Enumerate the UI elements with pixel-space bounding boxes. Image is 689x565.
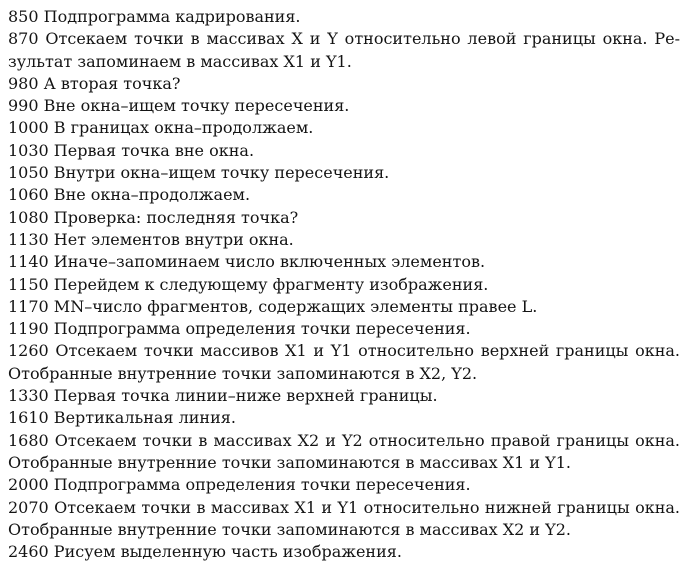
entry-line: 1130 Нет элементов внутри окна. xyxy=(8,229,294,249)
entry-line: 1080 Проверка: последняя точка? xyxy=(8,207,299,227)
entry-line: 1680 Отсекаем точки в массивах X2 и Y2 относительно правой границы окна. xyxy=(8,430,680,450)
entry-1170 xyxy=(8,296,680,318)
entry-1260 xyxy=(8,340,680,385)
entry-line: 1170 MN–число фрагментов, содержащих элементы правее L. xyxy=(8,296,538,316)
entry-line: 1050 Внутри окна–ищем точку пересечения. xyxy=(8,163,390,183)
entry-2070 xyxy=(8,497,680,542)
entry-line: 2070 Отсекаем точки в массивах X1 и Y1 относительно нижней границы окна. xyxy=(8,497,680,517)
entry-1080 xyxy=(8,207,680,229)
entry-1000 xyxy=(8,117,680,139)
entry-1050 xyxy=(8,162,680,184)
entry-990 xyxy=(8,95,680,117)
entry-line: 1140 Иначе–запоминаем число включенных элементов. xyxy=(8,252,486,272)
entry-line-continued: зультат запоминаем в массивах X1 и Y1. xyxy=(8,51,352,71)
entry-line: 1150 Перейдем к следующему фрагменту изображения. xyxy=(8,274,489,294)
entry-850 xyxy=(8,6,680,28)
entry-1030 xyxy=(8,140,680,162)
entry-1610 xyxy=(8,407,680,429)
entry-line: 870 Отсекаем точки в массивах X и Y относительно левой границы окна. Ре- xyxy=(8,29,680,49)
entry-line: 1060 Вне окна–продолжаем. xyxy=(8,185,251,205)
entry-2000 xyxy=(8,474,680,496)
entry-1190 xyxy=(8,318,680,340)
entry-line: 1330 Первая точка линии–ниже верхней границы. xyxy=(8,386,438,406)
entry-line: 850 Подпрограмма кадрирования. xyxy=(8,7,301,26)
entry-1140 xyxy=(8,251,680,273)
entry-line-continued: Отобранные внутренние точки запоминаются в X2, Y2. xyxy=(8,363,478,383)
entry-870 xyxy=(8,28,680,73)
entry-line-continued: Отобранные внутренние точки запоминаются в массивах X2 и Y2. xyxy=(8,519,571,539)
entry-1060 xyxy=(8,184,680,206)
entry-1330 xyxy=(8,385,680,407)
entry-1150 xyxy=(8,274,680,296)
entry-980 xyxy=(8,73,680,95)
entry-1680 xyxy=(8,430,680,475)
document-page xyxy=(8,6,680,563)
entry-line: 990 Вне окна–ищем точку пересечения. xyxy=(8,96,350,116)
entry-line: 1610 Вертикальная линия. xyxy=(8,408,236,428)
entry-line: 2000 Подпрограмма определения точки пересечения. xyxy=(8,475,471,495)
entry-line: 1000 В границах окна–продолжаем. xyxy=(8,118,314,138)
entry-line: 2460 Рисуем выделенную часть изображения. xyxy=(8,542,402,562)
entry-line: 1260 Отсекаем точки массивов X1 и Y1 относительно верхней границы окна. xyxy=(8,341,680,361)
entry-line: 1190 Подпрограмма определения точки пересечения. xyxy=(8,319,471,339)
entry-line-continued: Отобранные внутренние точки запоминаются в массивах X1 и Y1. xyxy=(8,452,571,472)
entry-line: 980 А вторая точка? xyxy=(8,73,181,93)
entry-2460 xyxy=(8,541,680,563)
entry-line: 1030 Первая точка вне окна. xyxy=(8,140,255,160)
entry-1130 xyxy=(8,229,680,251)
